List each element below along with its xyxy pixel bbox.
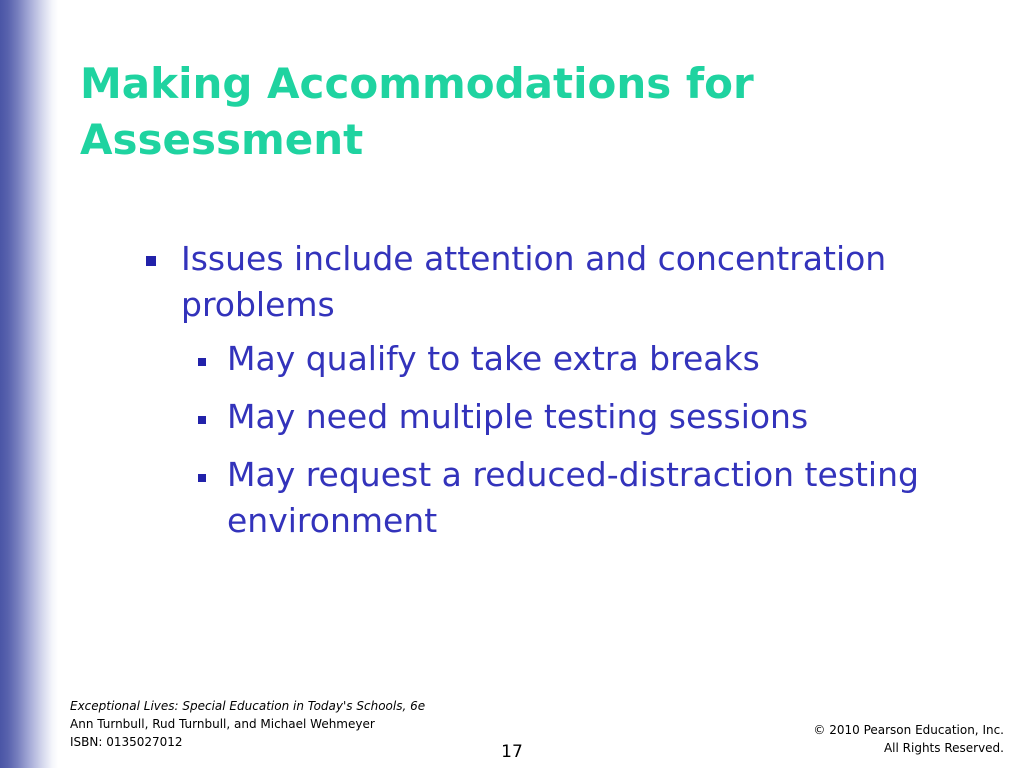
sub-bullet-item	[140, 336, 980, 382]
square-bullet-icon	[198, 474, 206, 482]
bullet-item	[140, 236, 980, 328]
sub-bullet-item	[140, 394, 980, 440]
bullet-list	[140, 236, 980, 556]
footer-copyright	[704, 721, 1004, 757]
footer-book-title: Exceptional Lives: Special Education in Today's Schools, 6e	[70, 699, 426, 713]
page-number: 17	[501, 742, 523, 762]
side-gradient-bar	[0, 0, 58, 768]
sub-bullet-item	[140, 452, 980, 544]
square-bullet-icon	[198, 358, 206, 366]
bullet-text: Issues include attention and concentration problems	[181, 239, 887, 324]
copyright-line: © 2010 Pearson Education, Inc.	[813, 723, 1004, 737]
square-bullet-icon	[146, 256, 156, 266]
rights-line: All Rights Reserved.	[883, 741, 1004, 755]
footer-isbn: ISBN: 0135027012	[70, 735, 183, 749]
slide-title: Making Accommodations for Assessment	[80, 59, 754, 164]
footer-citation	[70, 697, 490, 751]
sub-bullet-text: May request a reduced-distraction testing environment	[227, 455, 919, 540]
square-bullet-icon	[198, 416, 206, 424]
footer-authors: Ann Turnbull, Rud Turnbull, and Michael Wehmeyer	[70, 717, 375, 731]
sub-bullet-text: May need multiple testing sessions	[227, 397, 809, 436]
sub-bullet-text: May qualify to take extra breaks	[227, 339, 760, 378]
